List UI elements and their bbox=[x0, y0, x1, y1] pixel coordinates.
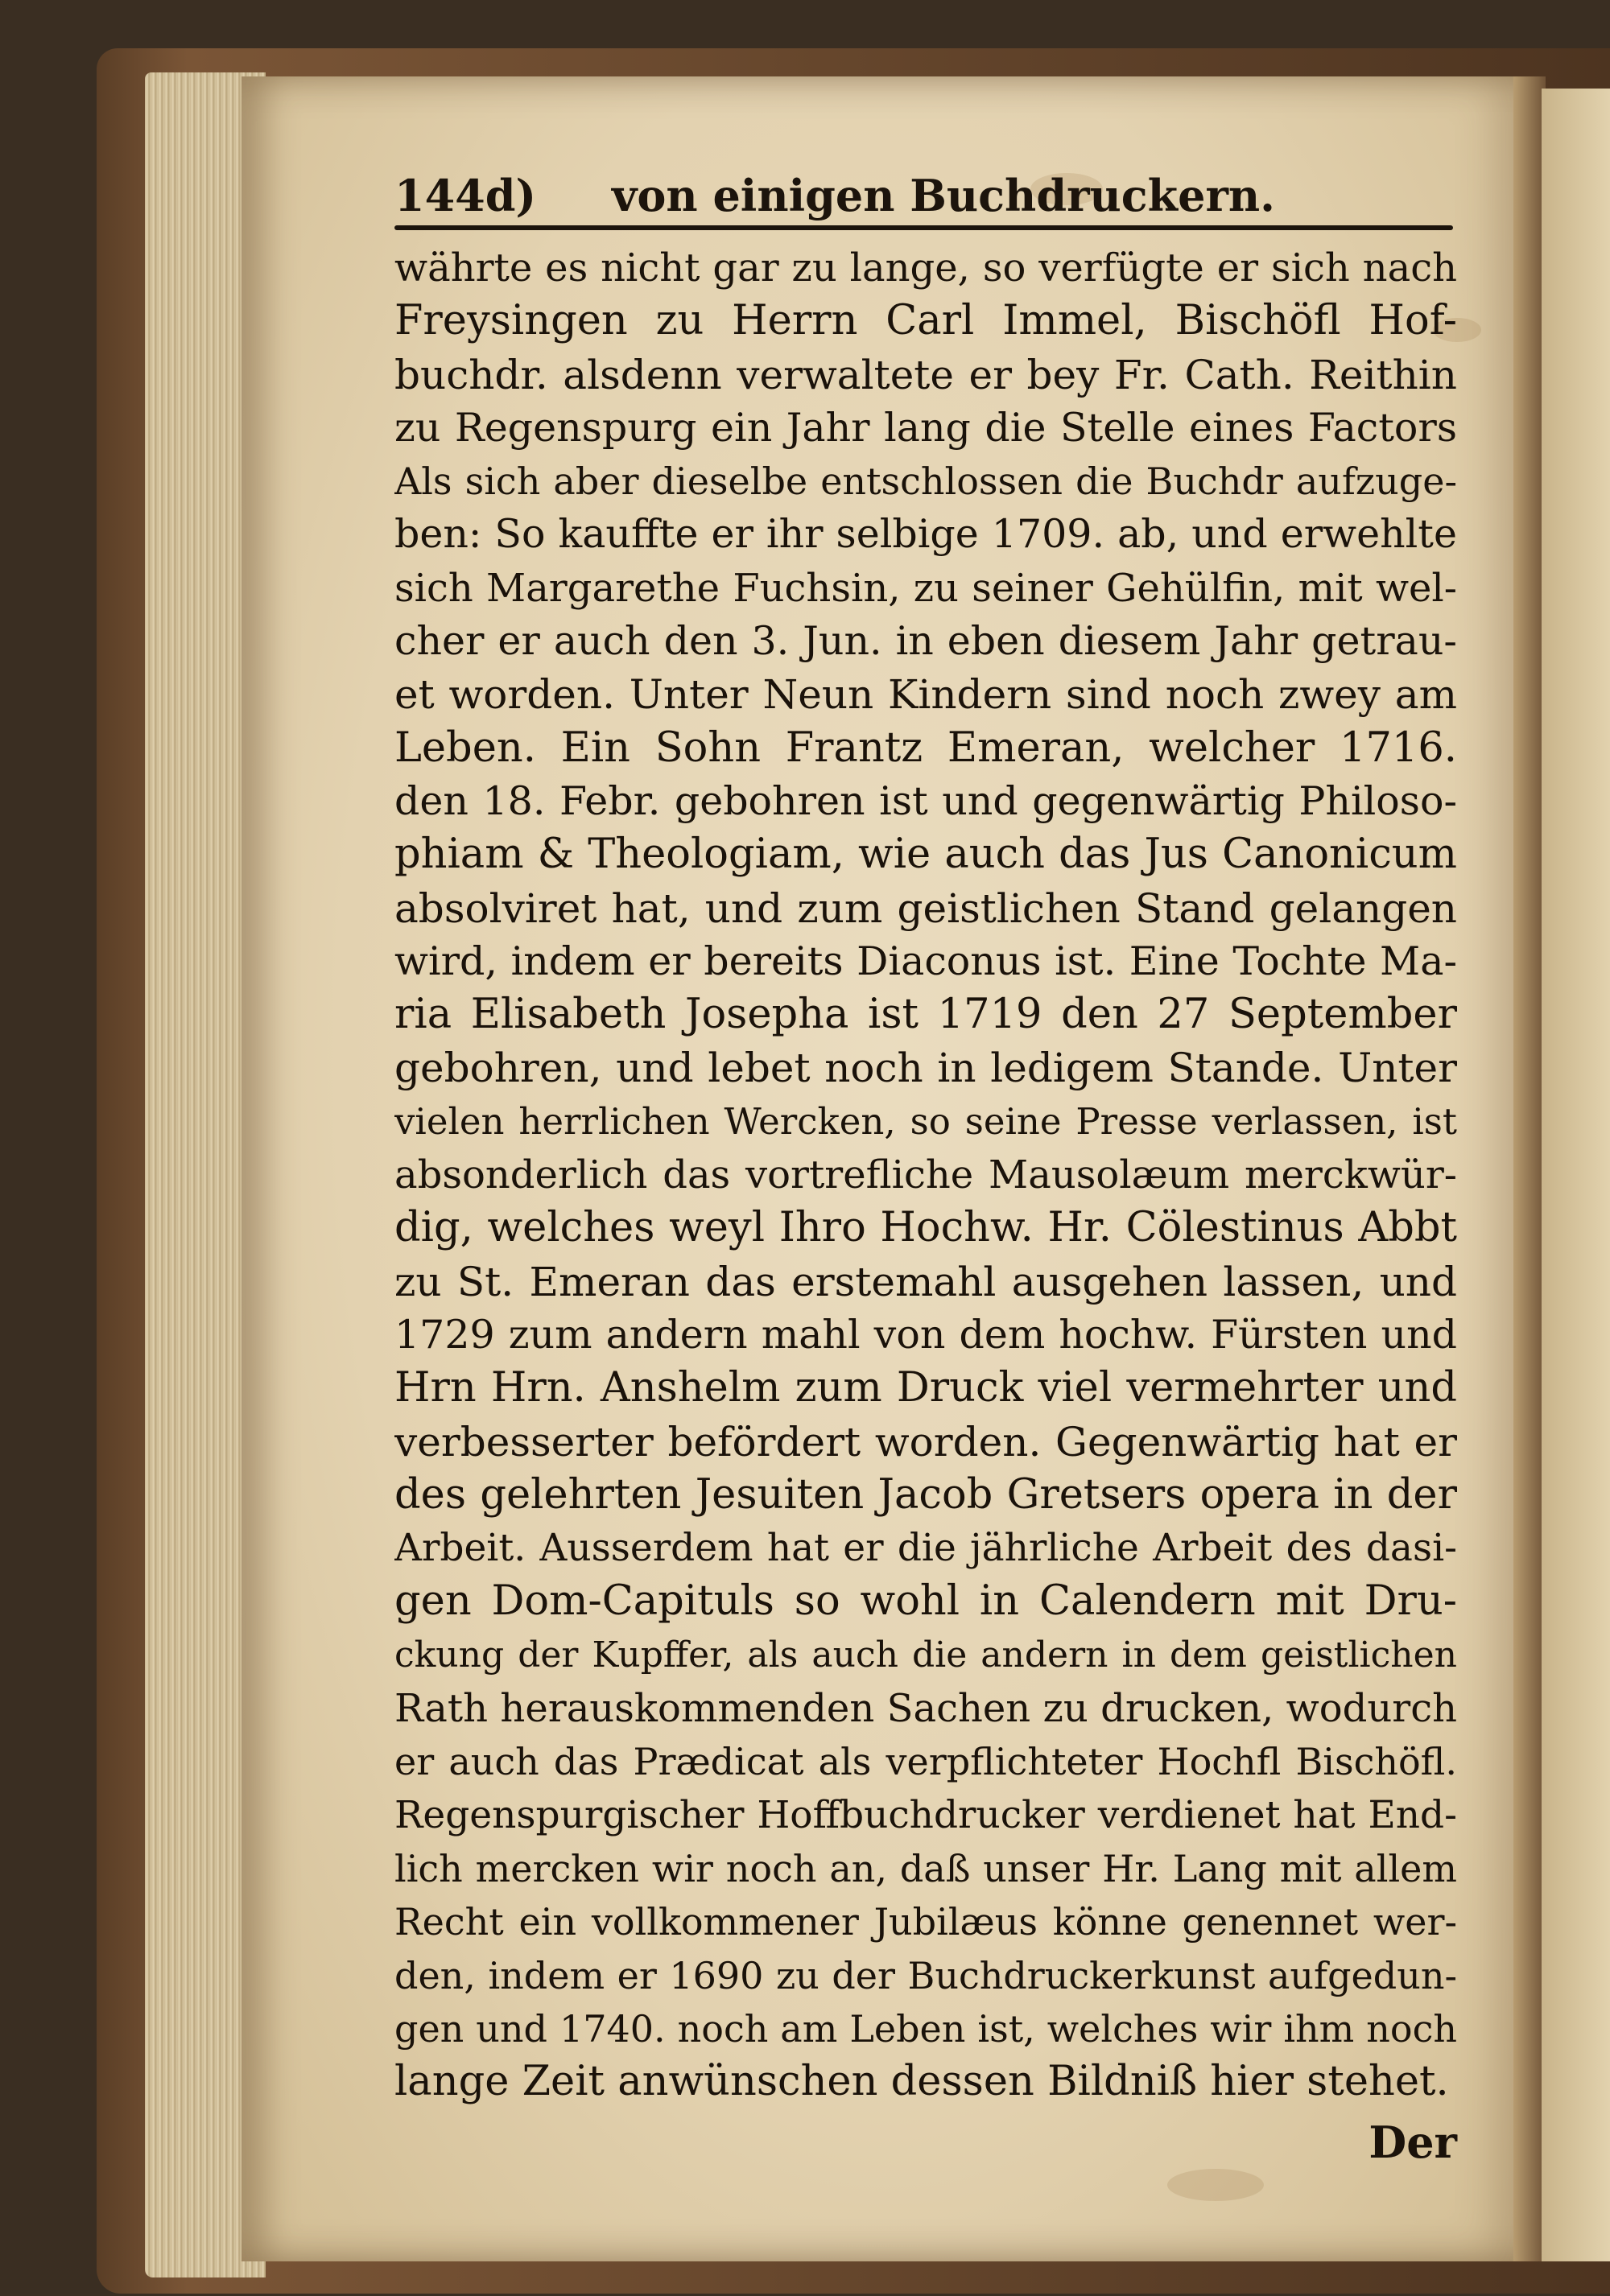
running-head bbox=[394, 157, 1457, 221]
text-line: sich Margarethe Fuchsin, zu seiner Gehülfin, mit wel- bbox=[394, 565, 1457, 611]
text-line: gen und 1740. noch am Leben ist, welches wir ihm noch bbox=[394, 2006, 1457, 2051]
text-line: vielen herrlichen Wercken, so seine Presse verlassen, ist bbox=[394, 1099, 1457, 1143]
text-line: den 18. Febr. gebohren ist und gegenwärtig Philoso- bbox=[394, 777, 1457, 824]
binding-gutter bbox=[1513, 76, 1546, 2261]
text-line: Rath herauskommenden Sachen zu drucken, wodurch bbox=[394, 1686, 1457, 1732]
text-line: des gelehrten Jesuiten Jacob Gretsers opera in der bbox=[394, 1470, 1457, 1519]
text-line: gen Dom-Capituls so wohl in Calendern mit Dru- bbox=[394, 1577, 1457, 1626]
text-line: gebohren, und lebet noch in ledigem Stande. Unter bbox=[394, 1045, 1457, 1092]
page-number-value: 144 bbox=[394, 170, 485, 221]
text-line: dig, welches weyl Ihro Hochw. Hr. Cölestinus Abbt bbox=[394, 1204, 1457, 1252]
foxing-stain bbox=[1167, 2169, 1264, 2201]
text-line: cher er auch den 3. Jun. in eben diesem Jahr getrau- bbox=[394, 618, 1457, 665]
signature-mark: d) bbox=[485, 170, 537, 221]
text-line: ria Elisabeth Josepha ist 1719 den 27 September bbox=[394, 991, 1457, 1039]
header-rule bbox=[394, 225, 1453, 230]
text-line: Recht ein vollkommener Jubilæus könne genennet wer- bbox=[394, 1900, 1457, 1944]
text-line: buchdr. alsdenn verwaltete er bey Fr. Cath. Reithin bbox=[394, 351, 1457, 398]
text-line: Als sich aber dieselbe entschlossen die Buchdr aufzuge- bbox=[394, 460, 1457, 504]
page-number bbox=[394, 170, 612, 221]
running-head-title: von einigen Buchdruckern. bbox=[612, 170, 1275, 221]
text-line: Freysingen zu Herrn Carl Immel, Bischöfl Hof- bbox=[394, 297, 1457, 345]
facing-page-edge bbox=[1542, 89, 1610, 2261]
text-line: absonderlich das vortrefliche Mausolæum merckwür- bbox=[394, 1152, 1457, 1198]
text-line: währte es nicht gar zu lange, so verfügte er sich nach bbox=[394, 245, 1457, 291]
text-line: verbesserter befördert worden. Gegenwärtig hat er bbox=[394, 1418, 1457, 1465]
text-line: den, indem er 1690 zu der Buchdruckerkunst aufgedun- bbox=[394, 1953, 1457, 1997]
text-line: Arbeit. Ausserdem hat er die jährliche Arbeit des dasi- bbox=[394, 1526, 1457, 1571]
text-line: zu St. Emeran das erstemahl ausgehen lassen, und bbox=[394, 1258, 1457, 1305]
text-line: et worden. Unter Neun Kindern sind noch zwey am bbox=[394, 671, 1457, 719]
text-line: phiam & Theologiam, wie auch das Jus Canonicum bbox=[394, 831, 1457, 879]
text-line: ckung der Kupffer, als auch die andern in dem geistlichen bbox=[394, 1634, 1457, 1676]
text-line: absolviret hat, und zum geistlichen Stand gelangen bbox=[394, 884, 1457, 932]
text-line: Hrn Hrn. Anshelm zum Druck viel vermehrter und bbox=[394, 1364, 1457, 1412]
text-line: lange Zeit anwünschen dessen Bildniß hier stehet. bbox=[394, 2058, 1449, 2106]
body-text bbox=[394, 241, 1457, 2108]
text-line: Leben. Ein Sohn Frantz Emeran, welcher 1716. bbox=[394, 723, 1457, 772]
text-line: lich mercken wir noch an, daß unser Hr. Lang mit allem bbox=[394, 1846, 1457, 1890]
text-line: 1729 zum andern mahl von dem hochw. Fürsten und bbox=[394, 1311, 1457, 1358]
text-line: wird, indem er bereits Diaconus ist. Eine Tochte Ma- bbox=[394, 938, 1457, 984]
text-line: er auch das Prædicat als verpflichteter Hochfl Bischöfl. bbox=[394, 1740, 1457, 1784]
text-line: ben: So kauffte er ihr selbige 1709. ab, und erwehlte bbox=[394, 511, 1457, 558]
catchword: Der bbox=[1368, 2117, 1457, 2168]
text-line: zu Regenspurg ein Jahr lang die Stelle eines Factors bbox=[394, 404, 1457, 451]
text-line: Regenspurgischer Hoffbuchdrucker verdienet hat End- bbox=[394, 1792, 1457, 1837]
